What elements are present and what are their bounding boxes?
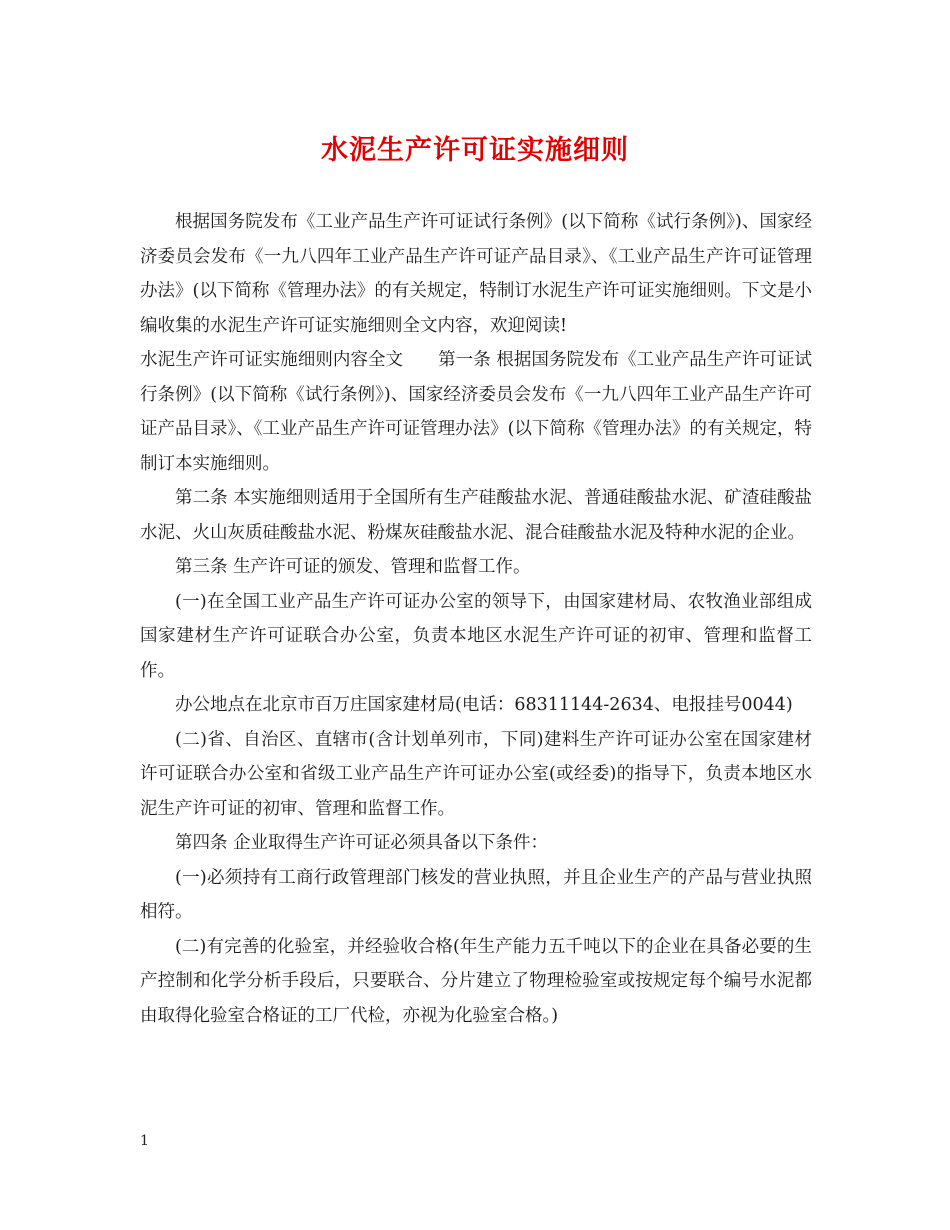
paragraph-office-address: 办公地点在北京市百万庄国家建材局(电话：68311144-2634、电报挂号0044) xyxy=(175,695,793,715)
paragraph-article-3: 第三条 生产许可证的颁发、管理和监督工作。 xyxy=(175,557,531,577)
paragraph-intro: 根据国务院发布《工业产品生产许可证试行条例》(以下简称《试行条例》)、国家经济委员会发布《一九八四年工业产品生产许可证产品目录》、《工业产品生产许可证管理办法》(以下简称《管理办法》的有关规定，特制订水泥生产许可证实施细则。下文是小编收集的水泥生产许可证实施细则全文内容，欢迎阅读! xyxy=(140,212,812,336)
document-body xyxy=(140,205,812,1033)
paragraph-article-4-item-2: (二)有完善的化验室，并经验收合格(年生产能力五千吨以下的企业在具备必要的生产控制和化学分析手段后，只要联合、分片建立了物理检验室或按规定每个编号水泥都由取得化验室合格证的工厂代检，亦视为化验室合格。) xyxy=(140,936,812,1026)
paragraph-article-4: 第四条 企业取得生产许可证必须具备以下条件： xyxy=(175,833,549,853)
document-title: 水泥生产许可证实施细则 xyxy=(321,135,629,166)
paragraph-article-3-item-1: (一)在全国工业产品生产许可证办公室的领导下，由国家建材局、农牧渔业部组成国家建材生产许可证联合办公室，负责本地区水泥生产许可证的初审、管理和监督工作。 xyxy=(140,591,812,681)
paragraph-article-2: 第二条 本实施细则适用于全国所有生产硅酸盐水泥、普通硅酸盐水泥、矿渣硅酸盐水泥、火山灰质硅酸盐水泥、粉煤灰硅酸盐水泥、混合硅酸盐水泥及特种水泥的企业。 xyxy=(140,488,812,543)
page-number: 1 xyxy=(140,1133,149,1149)
paragraph-article-3-item-2: (二)省、自治区、直辖市(含计划单列市，下同)建料生产许可证办公室在国家建材许可证联合办公室和省级工业产品生产许可证办公室(或经委)的指导下，负责本地区水泥生产许可证的初审、管理和监督工作。 xyxy=(140,729,812,819)
paragraph-article-1: 水泥生产许可证实施细则内容全文 第一条 根据国务院发布《工业产品生产许可证试行条例》(以下简称《试行条例》)、国家经济委员会发布《一九八四年工业产品生产许可证产品目录》、《工业产品生产许可证管理办法》(以下简称《管理办法》的有关规定，特制订本实施细则。 xyxy=(140,350,812,474)
paragraph-article-4-item-1: (一)必须持有工商行政管理部门核发的营业执照，并且企业生产的产品与营业执照相符。 xyxy=(140,867,812,922)
